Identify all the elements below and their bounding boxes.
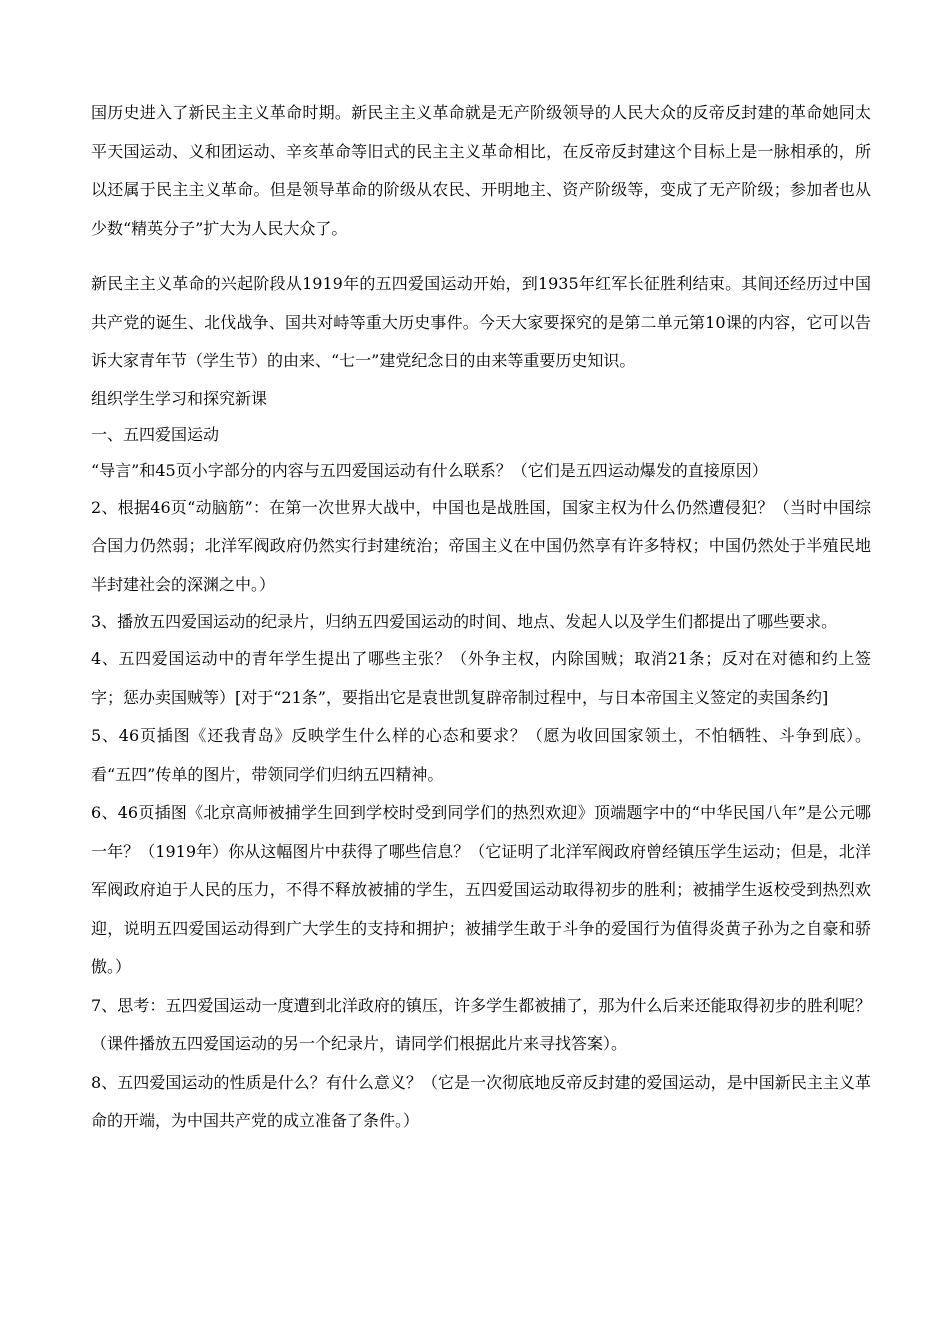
paragraph-question-5: 5、46页插图《还我青岛》反映学生什么样的心态和要求？（愿为收回国家领土，不怕牺牲、斗争到底）。看“五四”传单的图片，带领同学们归纳五四精神。	[91, 726, 871, 784]
paragraph-question-2: 2、根据46页“动脑筋”：在第一次世界大战中，中国也是战胜国，国家主权为什么仍然遭侵犯？（当时中国综合国力仍然弱；北洋军阀政府仍然实行封建统治；帝国主义在中国仍然享有许多特权；中国仍然处于半殖民地半封建社会的深渊之中。）	[91, 497, 871, 594]
document-body	[91, 94, 871, 1141]
paragraph-question-1: “导言”和45页小字部分的内容与五四爱国运动有什么联系？（它们是五四运动爆发的直接原因）	[91, 460, 768, 480]
paragraph-question-6: 6、46页插图《北京高师被捕学生回到学校时受到同学们的热烈欢迎》顶端题字中的“中华民国八年”是公元哪一年？（1919年）你从这幅图片中获得了哪些信息？（它证明了北洋军阀政府曾经镇压学生运动；但是，北洋军阀政府迫于人民的压力，不得不释放被捕的学生，五四爱国运动取得初步的胜利；被捕学生返校受到热烈欢迎，说明五四爱国运动得到广大学生的支持和拥护；被捕学生敢于斗争的爱国行为值得炎黄子孙为之自豪和骄傲。）	[91, 803, 871, 976]
paragraph-question-3: 3、播放五四爱国运动的纪录片，归纳五四爱国运动的时间、地点、发起人以及学生们都提出了哪些要求。	[91, 612, 838, 631]
paragraph-section-heading: 组织学生学习和探究新课	[91, 388, 268, 408]
paragraph-new-democratic-revolution: 新民主主义革命的兴起阶段从1919年的五四爱国运动开始，到1935年红军长征胜利结束。其间还经历过中国共产党的诞生、北伐战争、国共对峙等重大历史事件。今天大家要探究的是第二单元第10课的内容，它可以告诉大家青年节（学生节）的由来、“七一”建党纪念日的由来等重要历史知识。	[91, 274, 871, 370]
paragraph-intro-continuation: 国历史进入了新民主主义革命时期。新民主主义革命就是无产阶级领导的人民大众的反帝反封建的革命她同太平天国运动、义和团运动、辛亥革命等旧式的民主主义革命相比，在反帝反封建这个目标上是一脉相承的，所以还属于民主主义革命。但是领导革命的阶级从农民、开明地主、资产阶级等，变成了无产阶级；参加者也从少数“精英分子”扩大为人民大众了。	[91, 103, 871, 238]
paragraph-question-7: 7、思考：五四爱国运动一度遭到北洋政府的镇压，许多学生都被捕了，那为什么后来还能取得初步的胜利呢？（课件播放五四爱国运动的另一个纪录片，请同学们根据此片来寻找答案）。	[91, 995, 871, 1053]
paragraph-question-8: 8、五四爱国运动的性质是什么？有什么意义？（它是一次彻底地反帝反封建的爱国运动，是中国新民主主义革命的开端，为中国共产党的成立准备了条件。）	[91, 1072, 871, 1130]
paragraph-subsection-heading: 一、五四爱国运动	[91, 424, 220, 444]
paragraph-question-4: 4、五四爱国运动中的青年学生提出了哪些主张？（外争主权，内除国贼；取消21条；反对在对德和约上签字；惩办卖国贼等）[对于“21条”，要指出它是袁世凯复辟帝制过程中，与日本帝国主义签定的卖国条约]	[91, 649, 871, 707]
